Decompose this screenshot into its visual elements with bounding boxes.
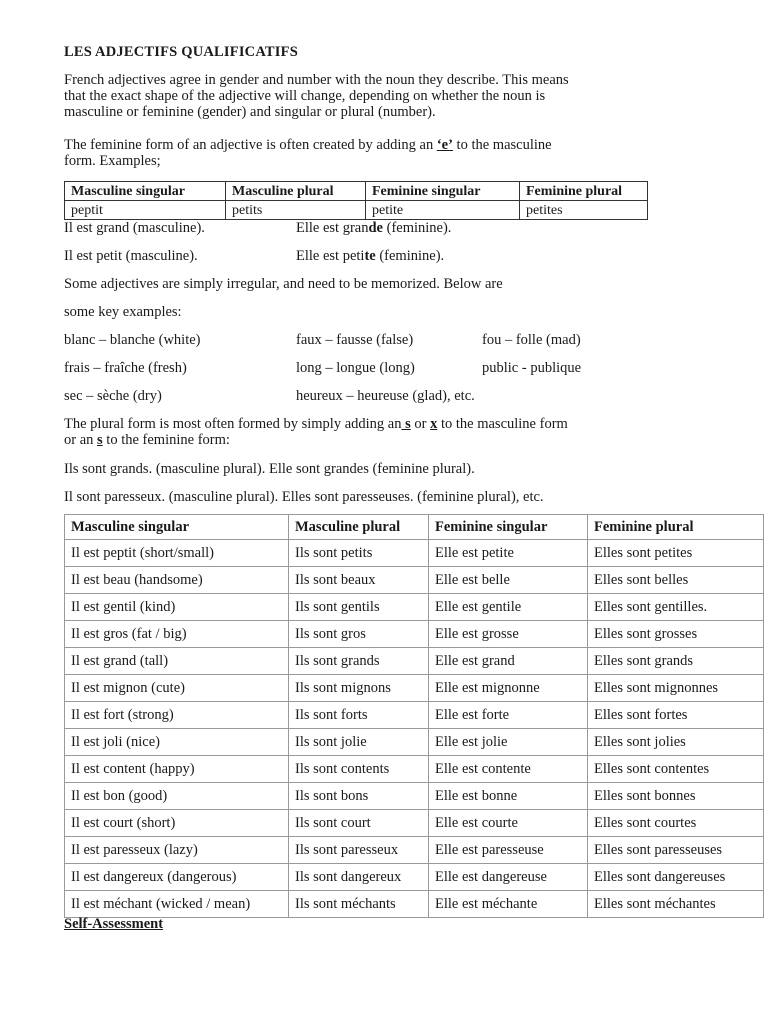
conjugation-table-cell: Elles sont fortes [588,702,764,729]
example-1-feminine-pre: Elle est gran [296,220,369,236]
examples-table-header: Masculine plural [226,182,366,201]
examples-table-row [65,201,648,220]
example-2-feminine-post: (feminine). [375,248,445,264]
conjugation-table-row [65,702,764,729]
conjugation-table-cell: Elles sont bonnes [588,783,764,810]
conjugation-table-cell: Il est mignon (cute) [65,675,289,702]
conjugation-table-cell: Elles sont grosses [588,621,764,648]
plural-rule-paragraph [64,416,664,448]
intro-line-1: French adjectives agree in gender and number with the noun they describe. This means [64,72,569,88]
feminine-rule-text-after: to the masculine [452,137,552,153]
conjugation-table-cell: Elles sont méchantes [588,891,764,918]
conjugation-table-cell: Ils sont méchants [289,891,429,918]
irregular-item: frais – fraîche (fresh) [64,360,187,376]
conjugation-table-row [65,594,764,621]
conjugation-table-cell: Elle est forte [429,702,588,729]
conjugation-table-row [65,837,764,864]
feminine-rule-text-before: The feminine form of an adjective is often created by adding an [64,137,437,153]
conjugation-table-cell: Il est court (short) [65,810,289,837]
plural-rule-x: x [430,416,438,432]
plural-rule-text: to the masculine form [437,416,568,432]
conjugation-table-cell: Elle est petite [429,540,588,567]
plural-rule-text: The plural form is most often formed by simply adding an [64,416,402,432]
irregular-item: fou – folle (mad) [482,332,581,348]
plural-example-1: Ils sont grands. (masculine plural). Elle sont grandes (feminine plural). [64,461,475,477]
conjugation-table-row [65,567,764,594]
conjugation-table-cell: Elle est contente [429,756,588,783]
examples-table [64,181,648,220]
conjugation-table-cell: Ils sont dangereux [289,864,429,891]
irregular-intro-line-2: some key examples: [64,304,182,320]
conjugation-table-row [65,648,764,675]
conjugation-table-cell: Il est joli (nice) [65,729,289,756]
example-1-masculine: Il est grand (masculine). [64,220,205,236]
example-1-feminine [296,220,451,236]
feminine-rule-paragraph [64,137,664,169]
plural-rule-line-1 [64,416,664,432]
plural-rule-s-feminine: s [97,432,103,448]
plural-rule-s: s [401,416,411,432]
conjugation-table-cell: Elles sont paresseuses [588,837,764,864]
conjugation-table-row [65,621,764,648]
conjugation-table-cell: Elle est gentile [429,594,588,621]
conjugation-table-header: Masculine plural [289,515,429,540]
example-2-masculine: Il est petit (masculine). [64,248,198,264]
conjugation-table-cell: Elle est méchante [429,891,588,918]
conjugation-table-cell: Elles sont jolies [588,729,764,756]
irregular-item: faux – fausse (false) [296,332,414,348]
conjugation-table-row [65,756,764,783]
conjugation-table-cell: Ils sont paresseux [289,837,429,864]
intro-line-3: masculine or feminine (gender) and singular or plural (number). [64,104,436,120]
plural-rule-line-2 [64,432,664,448]
conjugation-table-cell: Elles sont courtes [588,810,764,837]
feminine-rule-highlight: ‘e’ [436,137,453,153]
intro-line-2: that the exact shape of the adjective will change, depending on whether the noun is [64,88,546,104]
plural-example-2: Il sont paresseux. (masculine plural). Elles sont paresseuses. (feminine plural), etc. [64,489,544,505]
conjugation-table-row [65,891,764,918]
irregular-item: long – longue (long) [296,360,415,376]
example-1-feminine-post: (feminine). [382,220,452,236]
conjugation-table-cell: Elle est dangereuse [429,864,588,891]
plural-rule-text: or [410,416,431,432]
conjugation-table-cell: Il est dangereux (dangerous) [65,864,289,891]
conjugation-table-cell: Ils sont beaux [289,567,429,594]
example-1-feminine-ending: de [368,220,383,236]
conjugation-table-cell: Ils sont grands [289,648,429,675]
page-title: LES ADJECTIFS QUALIFICATIFS [64,44,298,60]
conjugation-table-cell: Elles sont contentes [588,756,764,783]
plural-rule-text: to the feminine form: [102,432,230,448]
conjugation-table-header: Feminine singular [429,515,588,540]
examples-table-cell: petits [226,201,366,220]
conjugation-table-cell: Elles sont grands [588,648,764,675]
conjugation-table-header: Masculine singular [65,515,289,540]
conjugation-table-cell: Il est grand (tall) [65,648,289,675]
conjugation-table-cell: Elle est mignonne [429,675,588,702]
conjugation-table-cell: Il est paresseux (lazy) [65,837,289,864]
conjugation-table-cell: Elle est belle [429,567,588,594]
conjugation-table-cell: Ils sont court [289,810,429,837]
conjugation-table-cell: Elle est courte [429,810,588,837]
conjugation-table-cell: Il est peptit (short/small) [65,540,289,567]
examples-table-header: Masculine singular [65,182,226,201]
conjugation-table-row [65,540,764,567]
examples-table-header: Feminine singular [366,182,520,201]
conjugation-table-cell: Ils sont mignons [289,675,429,702]
conjugation-table-cell: Elles sont mignonnes [588,675,764,702]
conjugation-table-header: Feminine plural [588,515,764,540]
conjugation-table-cell: Elles sont dangereuses [588,864,764,891]
examples-table-cell: peptit [65,201,226,220]
conjugation-table-cell: Ils sont petits [289,540,429,567]
feminine-rule-line-1 [64,137,664,153]
conjugation-table-row [65,729,764,756]
examples-table-header-row [65,182,648,201]
conjugation-table-cell: Elle est jolie [429,729,588,756]
examples-table-cell: petite [366,201,520,220]
conjugation-table-cell: Elle est paresseuse [429,837,588,864]
conjugation-table-cell: Ils sont gros [289,621,429,648]
intro-paragraph [64,72,664,120]
conjugation-table-cell: Il est gentil (kind) [65,594,289,621]
conjugation-table-cell: Elles sont gentilles. [588,594,764,621]
feminine-rule-line-2: form. Examples; [64,153,161,169]
irregular-item: blanc – blanche (white) [64,332,201,348]
conjugation-table-cell: Elles sont belles [588,567,764,594]
conjugation-table-cell: Elle est grosse [429,621,588,648]
conjugation-table-cell: Il est fort (strong) [65,702,289,729]
examples-table-header: Feminine plural [520,182,648,201]
examples-table-cell: petites [520,201,648,220]
conjugation-table-cell: Il est méchant (wicked / mean) [65,891,289,918]
conjugation-table [64,514,764,918]
irregular-item: sec – sèche (dry) [64,388,162,404]
conjugation-table-row [65,810,764,837]
conjugation-table-cell: Il est content (happy) [65,756,289,783]
conjugation-table-cell: Elles sont petites [588,540,764,567]
example-2-feminine-pre: Elle est peti [296,248,365,264]
conjugation-table-cell: Elle est grand [429,648,588,675]
example-2-feminine [296,248,444,264]
conjugation-table-cell: Ils sont bons [289,783,429,810]
example-2-feminine-ending: te [364,248,376,264]
irregular-item: heureux – heureuse (glad), etc. [296,388,475,404]
conjugation-table-row [65,675,764,702]
conjugation-table-cell: Il est gros (fat / big) [65,621,289,648]
conjugation-table-row [65,783,764,810]
conjugation-table-cell: Elle est bonne [429,783,588,810]
conjugation-table-row [65,864,764,891]
conjugation-table-cell: Ils sont forts [289,702,429,729]
conjugation-table-cell: Il est beau (handsome) [65,567,289,594]
conjugation-table-cell: Ils sont gentils [289,594,429,621]
conjugation-table-header-row [65,515,764,540]
plural-rule-text: or an [64,432,98,448]
irregular-intro-line-1: Some adjectives are simply irregular, and need to be memorized. Below are [64,276,503,292]
self-assessment-heading: Self-Assessment [64,916,164,932]
irregular-item: public - publique [482,360,582,376]
conjugation-table-cell: Ils sont contents [289,756,429,783]
conjugation-table-cell: Ils sont jolie [289,729,429,756]
conjugation-table-cell: Il est bon (good) [65,783,289,810]
